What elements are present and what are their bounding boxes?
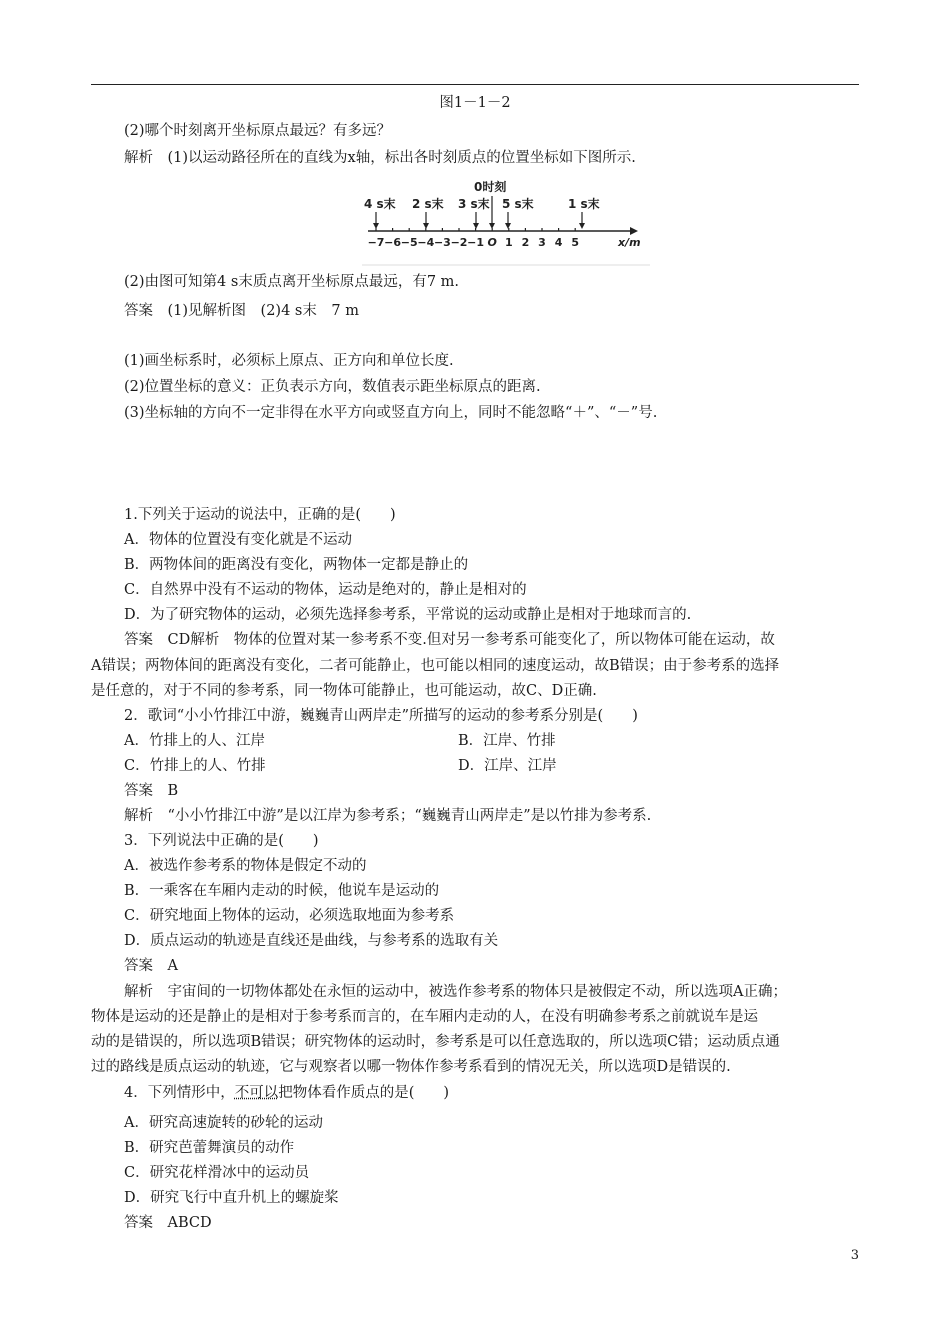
analysis-line: 解析 (1)以运动路径所在的直线为x轴，标出各时刻质点的位置坐标如下图所示. xyxy=(124,150,636,166)
note-line-1: (1)画坐标系时，必须标上原点、正方向和单位长度. xyxy=(124,353,454,369)
q2-answer: 答案 B xyxy=(124,783,179,799)
q3-answer: 答案 A xyxy=(124,958,178,974)
q3-analysis-line-3: 动的是错误的，所以选项B错误；研究物体的运动时，参考系是可以任意选取的，所以选项C错；运动质点通 xyxy=(91,1034,780,1050)
q4-stem-post: 把物体看作质点的是( ) xyxy=(278,1085,450,1101)
q1-stem: 1.下列关于运动的说法中，正确的是( ) xyxy=(124,507,396,523)
tick-label: O xyxy=(487,236,497,249)
q3-option-a: A．被选作参考系的物体是假定不动的 xyxy=(124,858,367,874)
axis-arrow xyxy=(630,227,638,235)
tick-label: −2 xyxy=(450,236,468,249)
label-1s: 1 s末 xyxy=(568,197,600,211)
label-0: 0时刻 xyxy=(474,180,507,194)
answer-line: 答案 (1)见解析图 (2)4 s末 7 m xyxy=(124,303,359,319)
q3-analysis-line-1: 解析 宇宙间的一切物体都处在永恒的运动中，被选作参考系的物体只是被假定不动，所以选项A正确； xyxy=(124,984,787,1000)
figure-caption: 图1－1－2 xyxy=(439,95,511,111)
q1-option-b: B．两物体间的距离没有变化，两物体一定都是静止的 xyxy=(124,557,469,573)
q2-stem: 2．歌词“小小竹排江中游，巍巍青山两岸走”所描写的运动的参考系分别是( ) xyxy=(124,708,638,724)
label-2s: 2 s末 xyxy=(412,197,444,211)
q2-analysis: 解析 “小小竹排江中游”是以江岸为参考系；“巍巍青山两岸走”是以竹排为参考系. xyxy=(124,808,652,824)
tick-label: −3 xyxy=(433,236,451,249)
q4-option-d: D．研究飞行中直升机上的螺旋桨 xyxy=(124,1190,339,1206)
tick-label: −6 xyxy=(384,236,402,249)
q4-option-b: B．研究芭蕾舞演员的动作 xyxy=(124,1140,295,1156)
header-rule xyxy=(91,84,859,85)
position-axis-diagram xyxy=(362,174,650,266)
tick-label: 4 xyxy=(554,236,563,249)
q2-option-a: A．竹排上的人、江岸 xyxy=(124,733,265,749)
tick-label: 5 xyxy=(571,236,580,249)
label-3s: 3 s末 xyxy=(458,197,490,211)
note-line-3: (3)坐标轴的方向不一定非得在水平方向或竖直方向上，同时不能忽略“＋”、“－”号. xyxy=(124,405,658,421)
answer-explanation-line: (2)由图可知第4 s末质点离开坐标原点最远，有7 m. xyxy=(124,274,460,290)
q1-answer-line-3: 是任意的，对于不同的参考系，同一物体可能静止，也可能运动，故C、D正确. xyxy=(91,683,597,699)
q4-stem-emphasis: 不可以 xyxy=(234,1085,279,1101)
q1-option-d: D．为了研究物体的运动，必须先选择参考系，平常说的运动或静止是相对于地球而言的. xyxy=(124,607,692,623)
q1-option-a: A．物体的位置没有变化就是不运动 xyxy=(124,532,352,548)
q3-option-b: B．一乘客在车厢内走动的时候，他说车是运动的 xyxy=(124,883,440,899)
tick-label: 3 xyxy=(538,236,546,249)
axis-label: x/m xyxy=(618,236,641,249)
q1-option-c: C．自然界中没有不运动的物体，运动是绝对的，静止是相对的 xyxy=(124,582,527,598)
tick-label: −5 xyxy=(400,236,418,249)
tick-label: −4 xyxy=(417,236,435,249)
q1-answer-line-2: A错误；两物体间的距离没有变化，二者可能静止，也可能以相同的速度运动，故B错误；由于参考系的选择 xyxy=(91,658,780,674)
q3-analysis-line-4: 过的路线是质点运动的轨迹，它与观察者以哪一物体作参考系看到的情况无关，所以选项D是错误的. xyxy=(91,1059,731,1075)
q4-option-a: A．研究高速旋转的砂轮的运动 xyxy=(124,1115,323,1131)
tick-label: −7 xyxy=(367,236,385,249)
q3-analysis-line-2: 物体是运动的还是静止的是相对于参考系而言的，在车厢内走动的人，在没有明确参考系之前就说车是运 xyxy=(91,1009,758,1025)
q4-option-c: C．研究花样滑冰中的运动员 xyxy=(124,1165,310,1181)
q3-stem: 3．下列说法中正确的是( ) xyxy=(124,833,319,849)
q4-stem-pre: 4．下列情形中， xyxy=(124,1085,235,1101)
q3-option-c: C．研究地面上物体的运动，必须选取地面为参考系 xyxy=(124,908,455,924)
tick-label: 1 xyxy=(504,236,513,249)
tick-label: 2 xyxy=(521,236,530,249)
q1-answer-line-1: 答案 CD解析 物体的位置对某一参考系不变.但对另一参考系可能变化了，所以物体可能在运动，故 xyxy=(124,632,775,648)
question-2-line: (2)哪个时刻离开坐标原点最远？有多远？ xyxy=(124,123,392,139)
label-5s: 5 s末 xyxy=(502,197,534,211)
q4-stem xyxy=(124,1083,449,1103)
q2-option-c: C．竹排上的人、竹排 xyxy=(124,758,266,774)
label-4s: 4 s末 xyxy=(364,197,396,211)
q2-option-d: D．江岸、江岸 xyxy=(458,758,557,774)
q4-answer: 答案 ABCD xyxy=(124,1215,212,1231)
note-line-2: (2)位置坐标的意义：正负表示方向，数值表示距坐标原点的距离. xyxy=(124,379,541,395)
q3-option-d: D．质点运动的轨迹是直线还是曲线，与参考系的选取有关 xyxy=(124,933,499,949)
page-number: 3 xyxy=(850,1248,859,1263)
tick-label: −1 xyxy=(467,236,485,249)
q2-option-b: B．江岸、竹排 xyxy=(458,733,556,749)
